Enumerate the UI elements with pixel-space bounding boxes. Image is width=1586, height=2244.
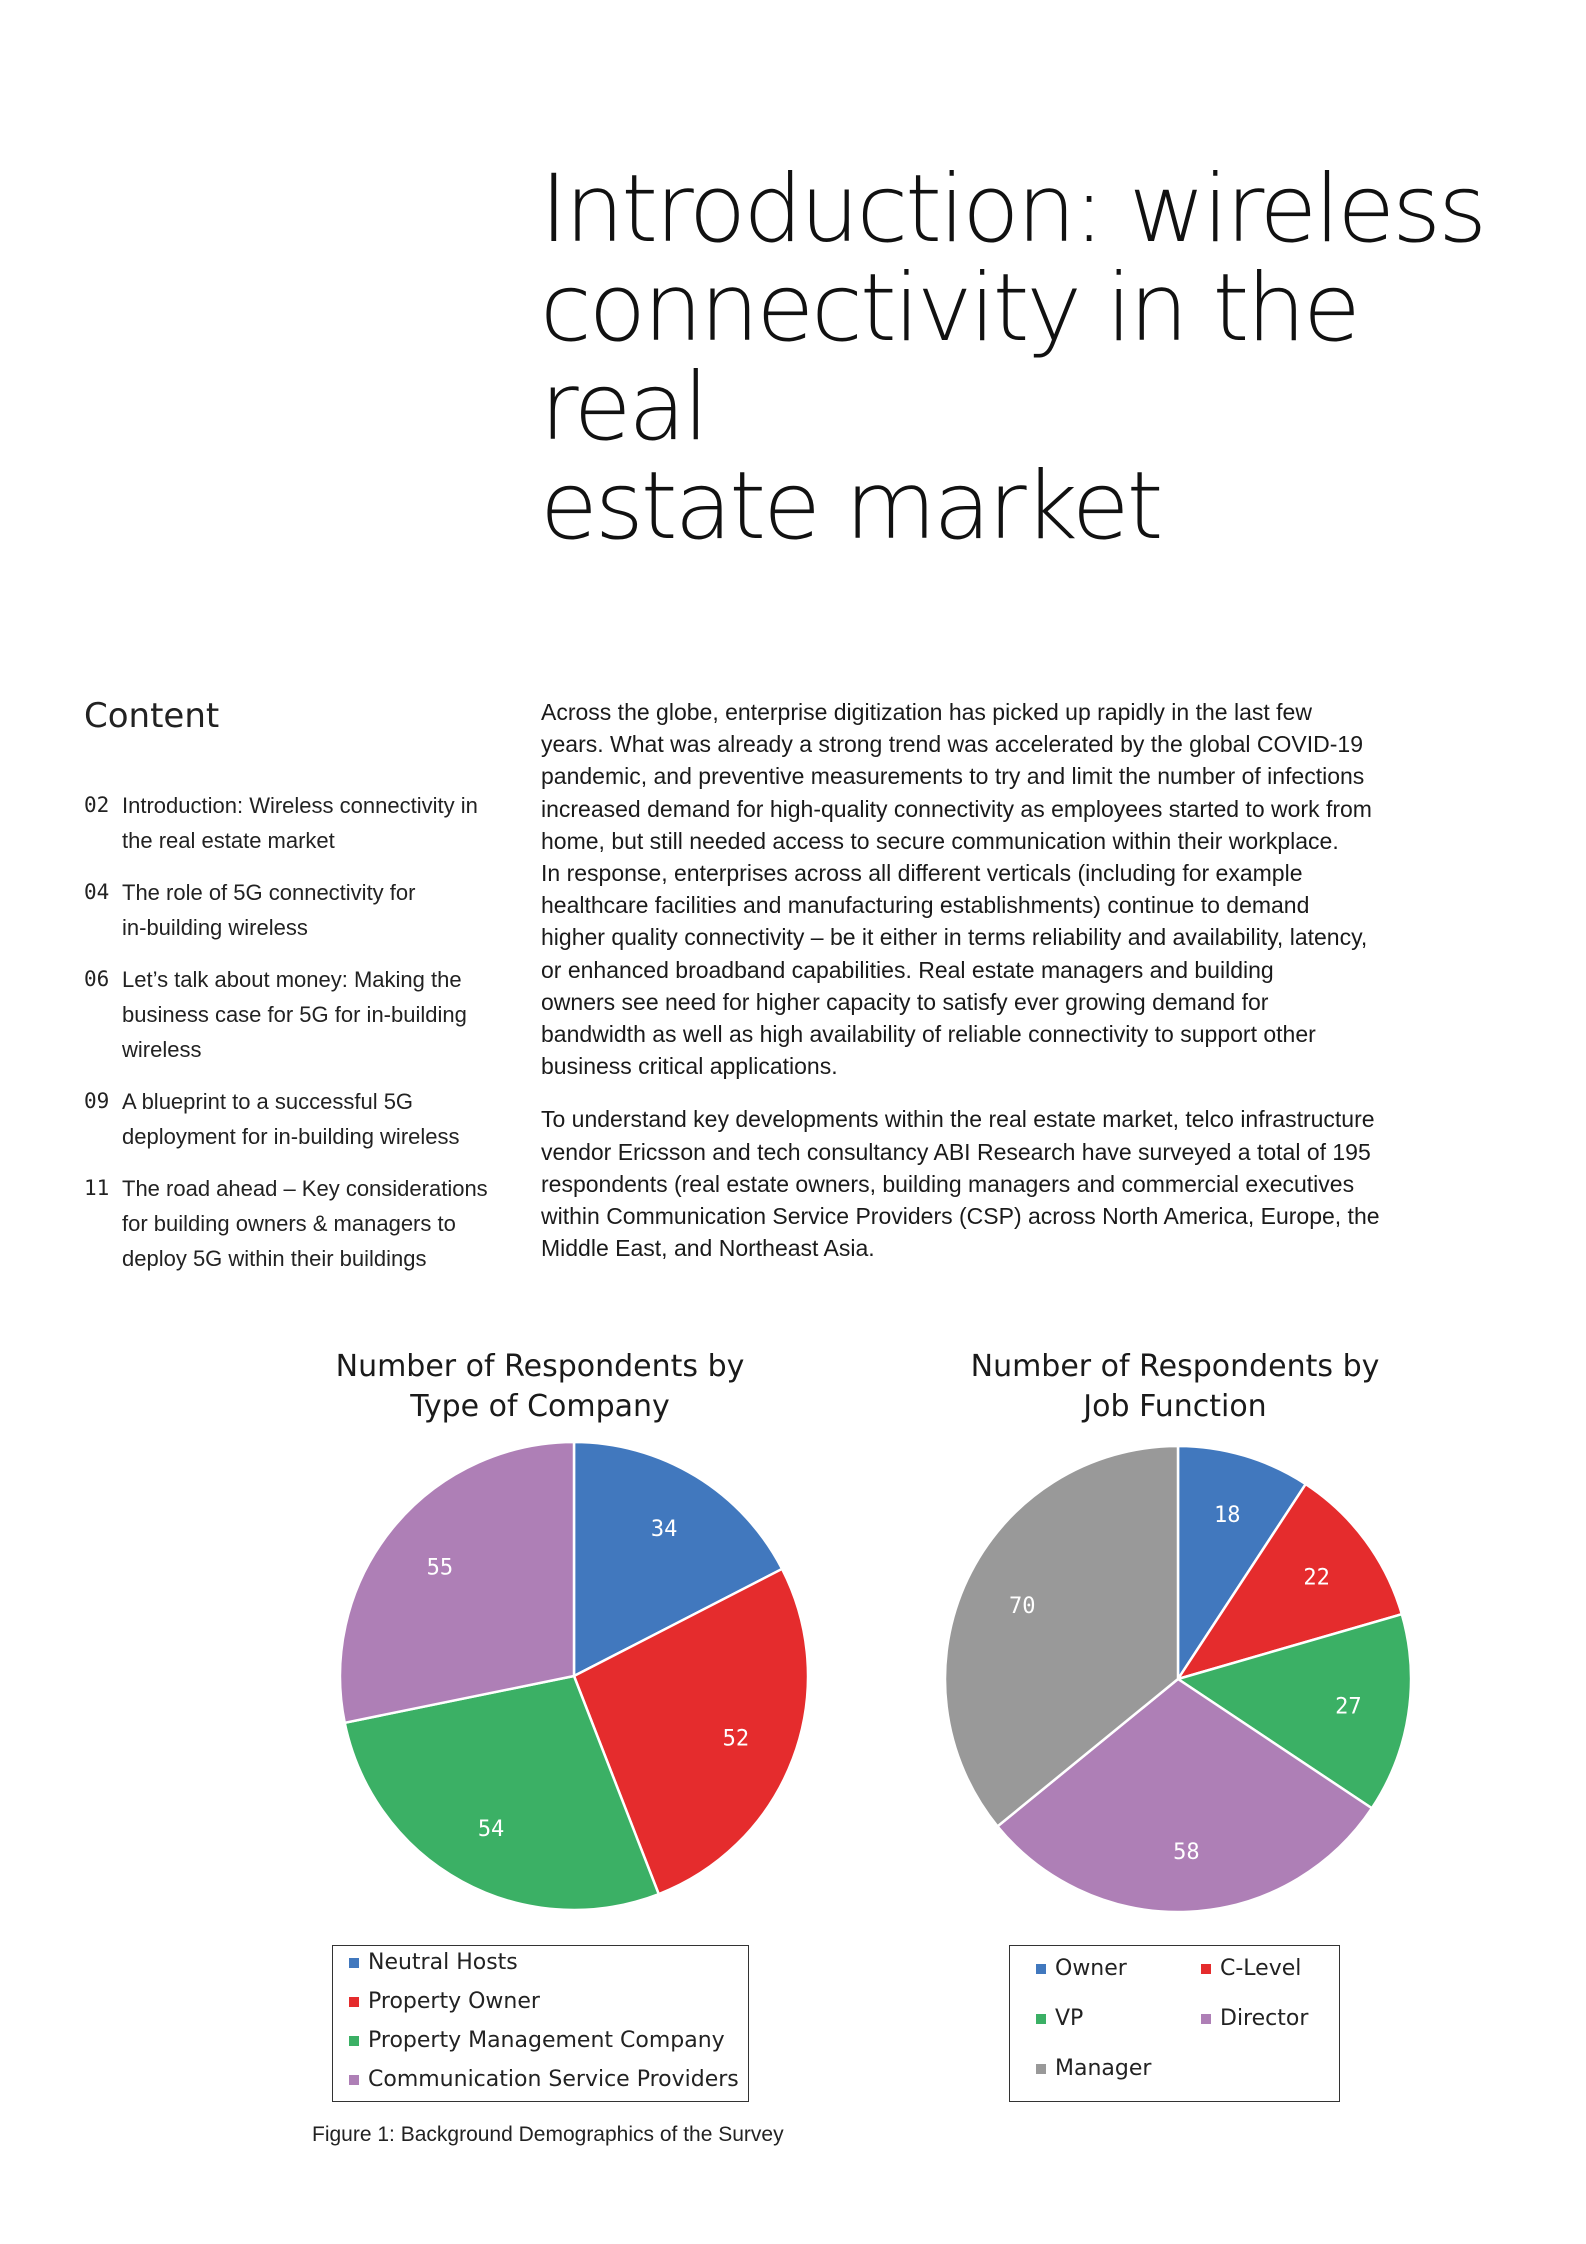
toc-page-number: 11	[84, 1176, 110, 1200]
legend-item-owner	[1036, 1956, 1127, 1981]
pie-data-label: 18	[1214, 1502, 1241, 1528]
legend-swatch	[1036, 2064, 1046, 2074]
toc-entry-text: Introduction: Wireless connectivity in the real estate market	[122, 793, 478, 853]
body-paragraph: To understand key developments within the real estate market, telco infrastructure vendor Ericsson and tech consultancy ABI Research have surveyed a total of 195 respondents (real estate owners, building managers and commercial executives within Communication Service Providers (CSP) across North America, Europe, the Middle East, and Northeast Asia.	[541, 1106, 1380, 1262]
toc-entry-text: The role of 5G connectivity for in-building wireless	[122, 880, 416, 940]
legend-item-director	[1201, 2006, 1308, 2031]
pie-chart-company-type	[330, 1432, 810, 1912]
legend-label: Neutral Hosts	[368, 1950, 518, 1975]
content-heading: Content	[84, 696, 220, 736]
legend-swatch	[349, 2075, 359, 2085]
pie-data-label: 58	[1173, 1840, 1200, 1866]
table-of-contents	[84, 788, 504, 1293]
legend-item-communication-service-providers	[349, 2067, 739, 2092]
legend-label: Director	[1220, 2006, 1309, 2031]
body-text	[541, 696, 1431, 1285]
legend-swatch	[349, 1958, 359, 1968]
legend-label: Communication Service Providers	[368, 2067, 739, 2092]
legend-label: Owner	[1055, 1956, 1127, 1981]
legend-swatch	[1036, 2014, 1046, 2024]
title-line: estate market	[540, 452, 1161, 561]
legend-company-type	[332, 1945, 749, 2102]
legend-item-property-owner	[349, 1989, 540, 2014]
pie-data-label: 22	[1303, 1565, 1330, 1591]
pie-data-label: 55	[426, 1555, 454, 1581]
legend-swatch	[1201, 1964, 1211, 1974]
pie-data-label: 52	[722, 1726, 750, 1752]
pie-data-label: 34	[650, 1517, 678, 1543]
legend-swatch	[349, 1997, 359, 2007]
legend-label: Property Owner	[368, 1989, 540, 2014]
chart-title-company: Number of Respondents by Type of Company	[335, 1349, 745, 1424]
legend-label: Manager	[1055, 2056, 1152, 2081]
legend-swatch	[1201, 2014, 1211, 2024]
legend-swatch	[1036, 1964, 1046, 1974]
legend-item-property-management-company	[349, 2028, 725, 2053]
toc-entry-text: A blueprint to a successful 5G deployment for in-building wireless	[122, 1089, 460, 1149]
toc-item[interactable]	[84, 1084, 504, 1154]
toc-item[interactable]	[84, 788, 504, 858]
pie-data-label: 54	[477, 1817, 505, 1843]
toc-item[interactable]	[84, 1171, 504, 1276]
legend-item-vp	[1036, 2006, 1083, 2031]
legend-swatch	[349, 2036, 359, 2046]
toc-item[interactable]	[84, 875, 504, 945]
pie-data-label: 27	[1335, 1694, 1362, 1720]
page-title	[540, 155, 1540, 561]
toc-page-number: 06	[84, 967, 110, 991]
pie-chart-job-function	[932, 1437, 1412, 1917]
title-line: connectivity in the real	[540, 254, 1358, 462]
legend-item-manager	[1036, 2056, 1151, 2081]
toc-entry-text: Let’s talk about money: Making the business case for 5G for in-building wireless	[122, 967, 467, 1062]
toc-item[interactable]	[84, 962, 504, 1067]
toc-page-number: 02	[84, 793, 110, 817]
legend-label: VP	[1055, 2006, 1084, 2031]
toc-entry-text: The road ahead – Key considerations for building owners & managers to deploy 5G within their buildings	[122, 1176, 488, 1271]
legend-label: Property Management Company	[368, 2028, 725, 2053]
toc-page-number: 09	[84, 1089, 110, 1113]
pie-slice-communication-service-providers	[340, 1442, 574, 1723]
legend-label: C-Level	[1220, 1956, 1302, 1981]
legend-item-neutral-hosts	[349, 1950, 518, 1975]
pie-data-label: 70	[1008, 1594, 1036, 1620]
body-paragraph: Across the globe, enterprise digitization has picked up rapidly in the last few years. What was already a strong trend was accelerated by the global COVID-19 pandemic, and preventive measurements to try and limit the number of infections increased demand for high-quality connectivity as employees started to work from home, but still needed access to secure communication within their workplace. In response, enterprises across all different verticals (including for example healthcare facilities and manufacturing establishments) continue to demand higher quality connectivity – be it either in terms reliability and availability, latency, or enhanced broadband capabilities. Real estate managers and building owners see need for higher capacity to satisfy ever growing demand for bandwidth as well as high availability of reliable connectivity to support other business critical applications.	[541, 699, 1372, 1080]
legend-job-function	[1009, 1945, 1340, 2102]
figure-caption: Figure 1: Background Demographics of the Survey	[312, 2123, 784, 2146]
chart-title-job-function: Number of Respondents by Job Function	[970, 1349, 1380, 1424]
legend-item-c-level	[1201, 1956, 1301, 1981]
toc-page-number: 04	[84, 880, 110, 904]
title-line: Introduction: wireless	[540, 155, 1485, 264]
